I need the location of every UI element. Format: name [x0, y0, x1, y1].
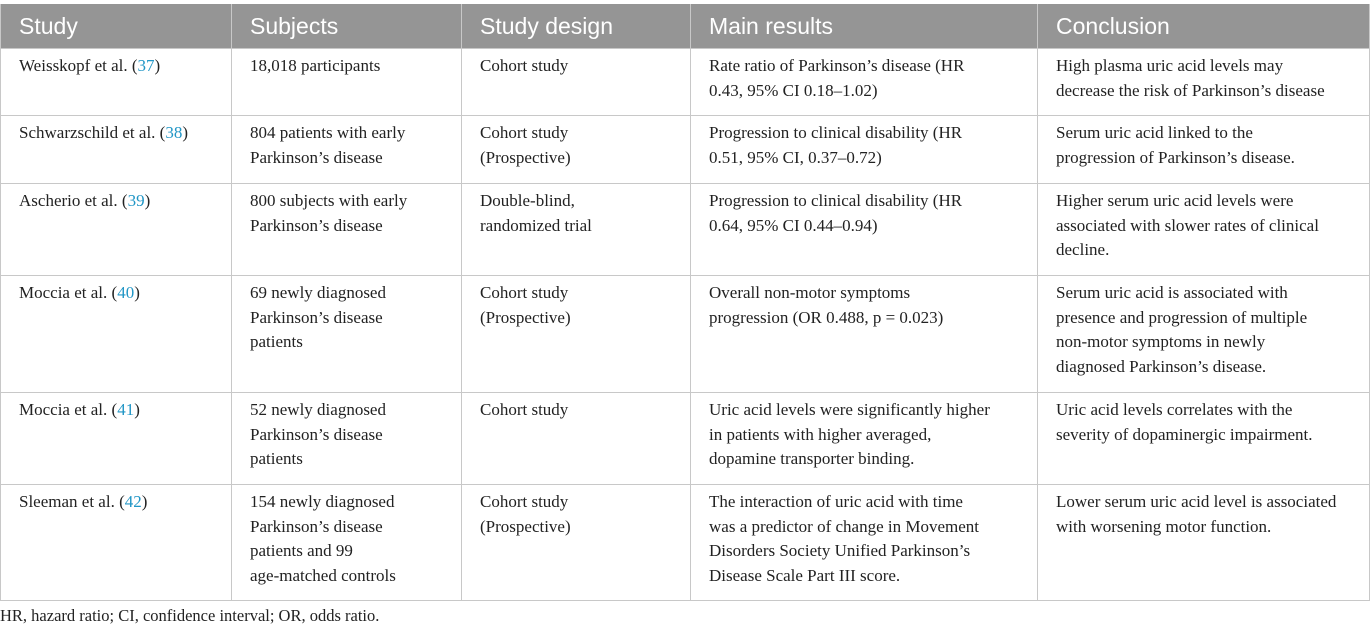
- reference-link[interactable]: 41: [117, 400, 135, 419]
- main-results-cell: [691, 276, 1038, 393]
- cell-text-line: Disorders Society Unified Parkinson’s: [709, 541, 971, 560]
- table-row: [1, 485, 1370, 601]
- study-design-cell: [462, 184, 691, 276]
- reference-link[interactable]: 38: [165, 123, 183, 142]
- study-close-paren: ): [144, 191, 151, 210]
- subjects-cell: [232, 116, 462, 184]
- cell-text-line: with worsening motor function.: [1056, 516, 1272, 536]
- table-row: [1, 276, 1370, 393]
- study-cell: [1, 485, 232, 601]
- study-author: Weisskopf et al. (: [19, 56, 138, 75]
- header-conclusion: Conclusion: [1038, 4, 1370, 49]
- study-author: Schwarzschild et al. (: [19, 123, 166, 142]
- conclusion-cell: [1038, 49, 1370, 116]
- study-close-paren: ): [134, 283, 140, 302]
- cell-text-line: in patients with higher averaged,: [709, 424, 932, 444]
- cell-text-line: progression of Parkinson’s disease.: [1056, 147, 1295, 167]
- cell-text-line: presence and progression of multiple: [1056, 307, 1308, 327]
- subjects-cell: [232, 49, 462, 116]
- table-body: [1, 49, 1370, 601]
- study-design-cell: [462, 276, 691, 393]
- cell-text-line: diagnosed Parkinson’s disease.: [1056, 356, 1267, 376]
- reference-link[interactable]: 42: [124, 492, 142, 511]
- cell-text-line: Progression to clinical disability (HR: [709, 191, 963, 210]
- conclusion-cell: [1038, 485, 1370, 601]
- cell-text-line: Parkinson’s disease: [250, 147, 383, 167]
- cell-text-line: High plasma uric acid levels may: [1056, 56, 1284, 75]
- cell-text-line: Cohort study: [480, 123, 569, 142]
- study-design-cell: [462, 485, 691, 601]
- cell-text-line: Uric acid levels correlates with the: [1056, 400, 1293, 419]
- cell-text-line: Progression to clinical disability (HR: [709, 123, 963, 142]
- reference-link[interactable]: 37: [137, 56, 155, 75]
- cell-text-line: Double-blind,: [480, 191, 575, 210]
- header-study-design: Study design: [462, 4, 691, 49]
- study-design-cell: [462, 49, 691, 116]
- cell-text-line: 154 newly diagnosed: [250, 492, 395, 511]
- study-close-paren: ): [154, 56, 161, 75]
- cell-text-line: (Prospective): [480, 516, 571, 536]
- cell-text-line: Parkinson’s disease: [250, 307, 383, 327]
- table-row: [1, 116, 1370, 184]
- reference-link[interactable]: 40: [117, 283, 135, 302]
- cell-text-line: dopamine transporter binding.: [709, 449, 915, 468]
- cell-text-line: 0.43, 95% CI 0.18–1.02): [709, 80, 878, 100]
- table-row: [1, 393, 1370, 485]
- cell-text-line: Cohort study: [480, 283, 569, 302]
- header-main-results: Main results: [691, 4, 1038, 49]
- study-close-paren: ): [141, 492, 148, 511]
- study-cell: [1, 276, 232, 393]
- cell-text-line: Cohort study: [480, 56, 569, 75]
- conclusion-cell: [1038, 184, 1370, 276]
- study-author: Moccia et al. (: [19, 283, 118, 302]
- conclusion-cell: [1038, 393, 1370, 485]
- cell-text-line: (Prospective): [480, 147, 571, 167]
- study-cell: [1, 393, 232, 485]
- header-row: [1, 4, 1370, 49]
- cell-text-line: 18,018 participants: [250, 56, 381, 75]
- table-row: [1, 184, 1370, 276]
- main-results-cell: [691, 116, 1038, 184]
- reference-link[interactable]: 39: [127, 191, 145, 210]
- cell-text-line: Parkinson’s disease: [250, 516, 383, 536]
- cell-text-line: decrease the risk of Parkinson’s disease: [1056, 80, 1325, 100]
- study-author: Moccia et al. (: [19, 400, 118, 419]
- subjects-cell: [232, 184, 462, 276]
- cell-text-line: Serum uric acid linked to the: [1056, 123, 1253, 142]
- cell-text-line: Overall non-motor symptoms: [709, 283, 911, 302]
- cell-text-line: 69 newly diagnosed: [250, 283, 386, 302]
- subjects-cell: [232, 393, 462, 485]
- cell-text-line: Disease Scale Part III score.: [709, 565, 901, 585]
- cell-text-line: 0.64, 95% CI 0.44–0.94): [709, 215, 878, 235]
- cell-text-line: progression (OR 0.488, p = 0.023): [709, 307, 944, 327]
- cell-text-line: 804 patients with early: [250, 123, 406, 142]
- cell-text-line: The interaction of uric acid with time: [709, 492, 963, 511]
- cell-text-line: (Prospective): [480, 307, 571, 327]
- study-cell: [1, 184, 232, 276]
- cell-text-line: Cohort study: [480, 492, 569, 511]
- table-header: [1, 4, 1370, 49]
- cell-text-line: patients: [250, 332, 303, 351]
- study-author: Ascherio et al. (: [19, 191, 128, 210]
- cell-text-line: Serum uric acid is associated with: [1056, 283, 1288, 302]
- cell-text-line: Parkinson’s disease: [250, 215, 383, 235]
- study-cell: [1, 49, 232, 116]
- subjects-cell: [232, 276, 462, 393]
- cell-text-line: randomized trial: [480, 215, 592, 235]
- table-footnote: HR, hazard ratio; CI, confidence interval; OR, odds ratio.: [0, 606, 380, 625]
- main-results-cell: [691, 184, 1038, 276]
- cell-text-line: Higher serum uric acid levels were: [1056, 191, 1294, 210]
- cell-text-line: patients and 99: [250, 541, 353, 560]
- subjects-cell: [232, 485, 462, 601]
- main-results-cell: [691, 393, 1038, 485]
- study-design-cell: [462, 116, 691, 184]
- header-study: Study: [1, 4, 232, 49]
- cell-text-line: non-motor symptoms in newly: [1056, 332, 1266, 351]
- cell-text-line: was a predictor of change in Movement: [709, 516, 980, 536]
- cell-text-line: Rate ratio of Parkinson’s disease (HR: [709, 56, 965, 75]
- cell-text-line: associated with slower rates of clinical: [1056, 215, 1319, 235]
- header-subjects: Subjects: [232, 4, 462, 49]
- study-cell: [1, 116, 232, 184]
- conclusion-cell: [1038, 276, 1370, 393]
- cell-text-line: severity of dopaminergic impairment.: [1056, 424, 1313, 444]
- cell-text-line: 52 newly diagnosed: [250, 400, 386, 419]
- main-results-cell: [691, 49, 1038, 116]
- cell-text-line: Lower serum uric acid level is associated: [1056, 492, 1337, 511]
- cell-text-line: 800 subjects with early: [250, 191, 408, 210]
- cell-text-line: Uric acid levels were significantly higher: [709, 400, 990, 419]
- cell-text-line: 0.51, 95% CI, 0.37–0.72): [709, 147, 882, 167]
- study-close-paren: ): [182, 123, 189, 142]
- study-author: Sleeman et al. (: [19, 492, 125, 511]
- cell-text-line: patients: [250, 449, 303, 468]
- main-results-cell: [691, 485, 1038, 601]
- conclusion-cell: [1038, 116, 1370, 184]
- table-row: [1, 49, 1370, 116]
- cell-text-line: age-matched controls: [250, 565, 396, 585]
- study-table: [0, 4, 1370, 601]
- cell-text-line: decline.: [1056, 240, 1110, 259]
- study-close-paren: ): [134, 400, 140, 419]
- cell-text-line: Cohort study: [480, 400, 569, 419]
- cell-text-line: Parkinson’s disease: [250, 424, 383, 444]
- study-design-cell: [462, 393, 691, 485]
